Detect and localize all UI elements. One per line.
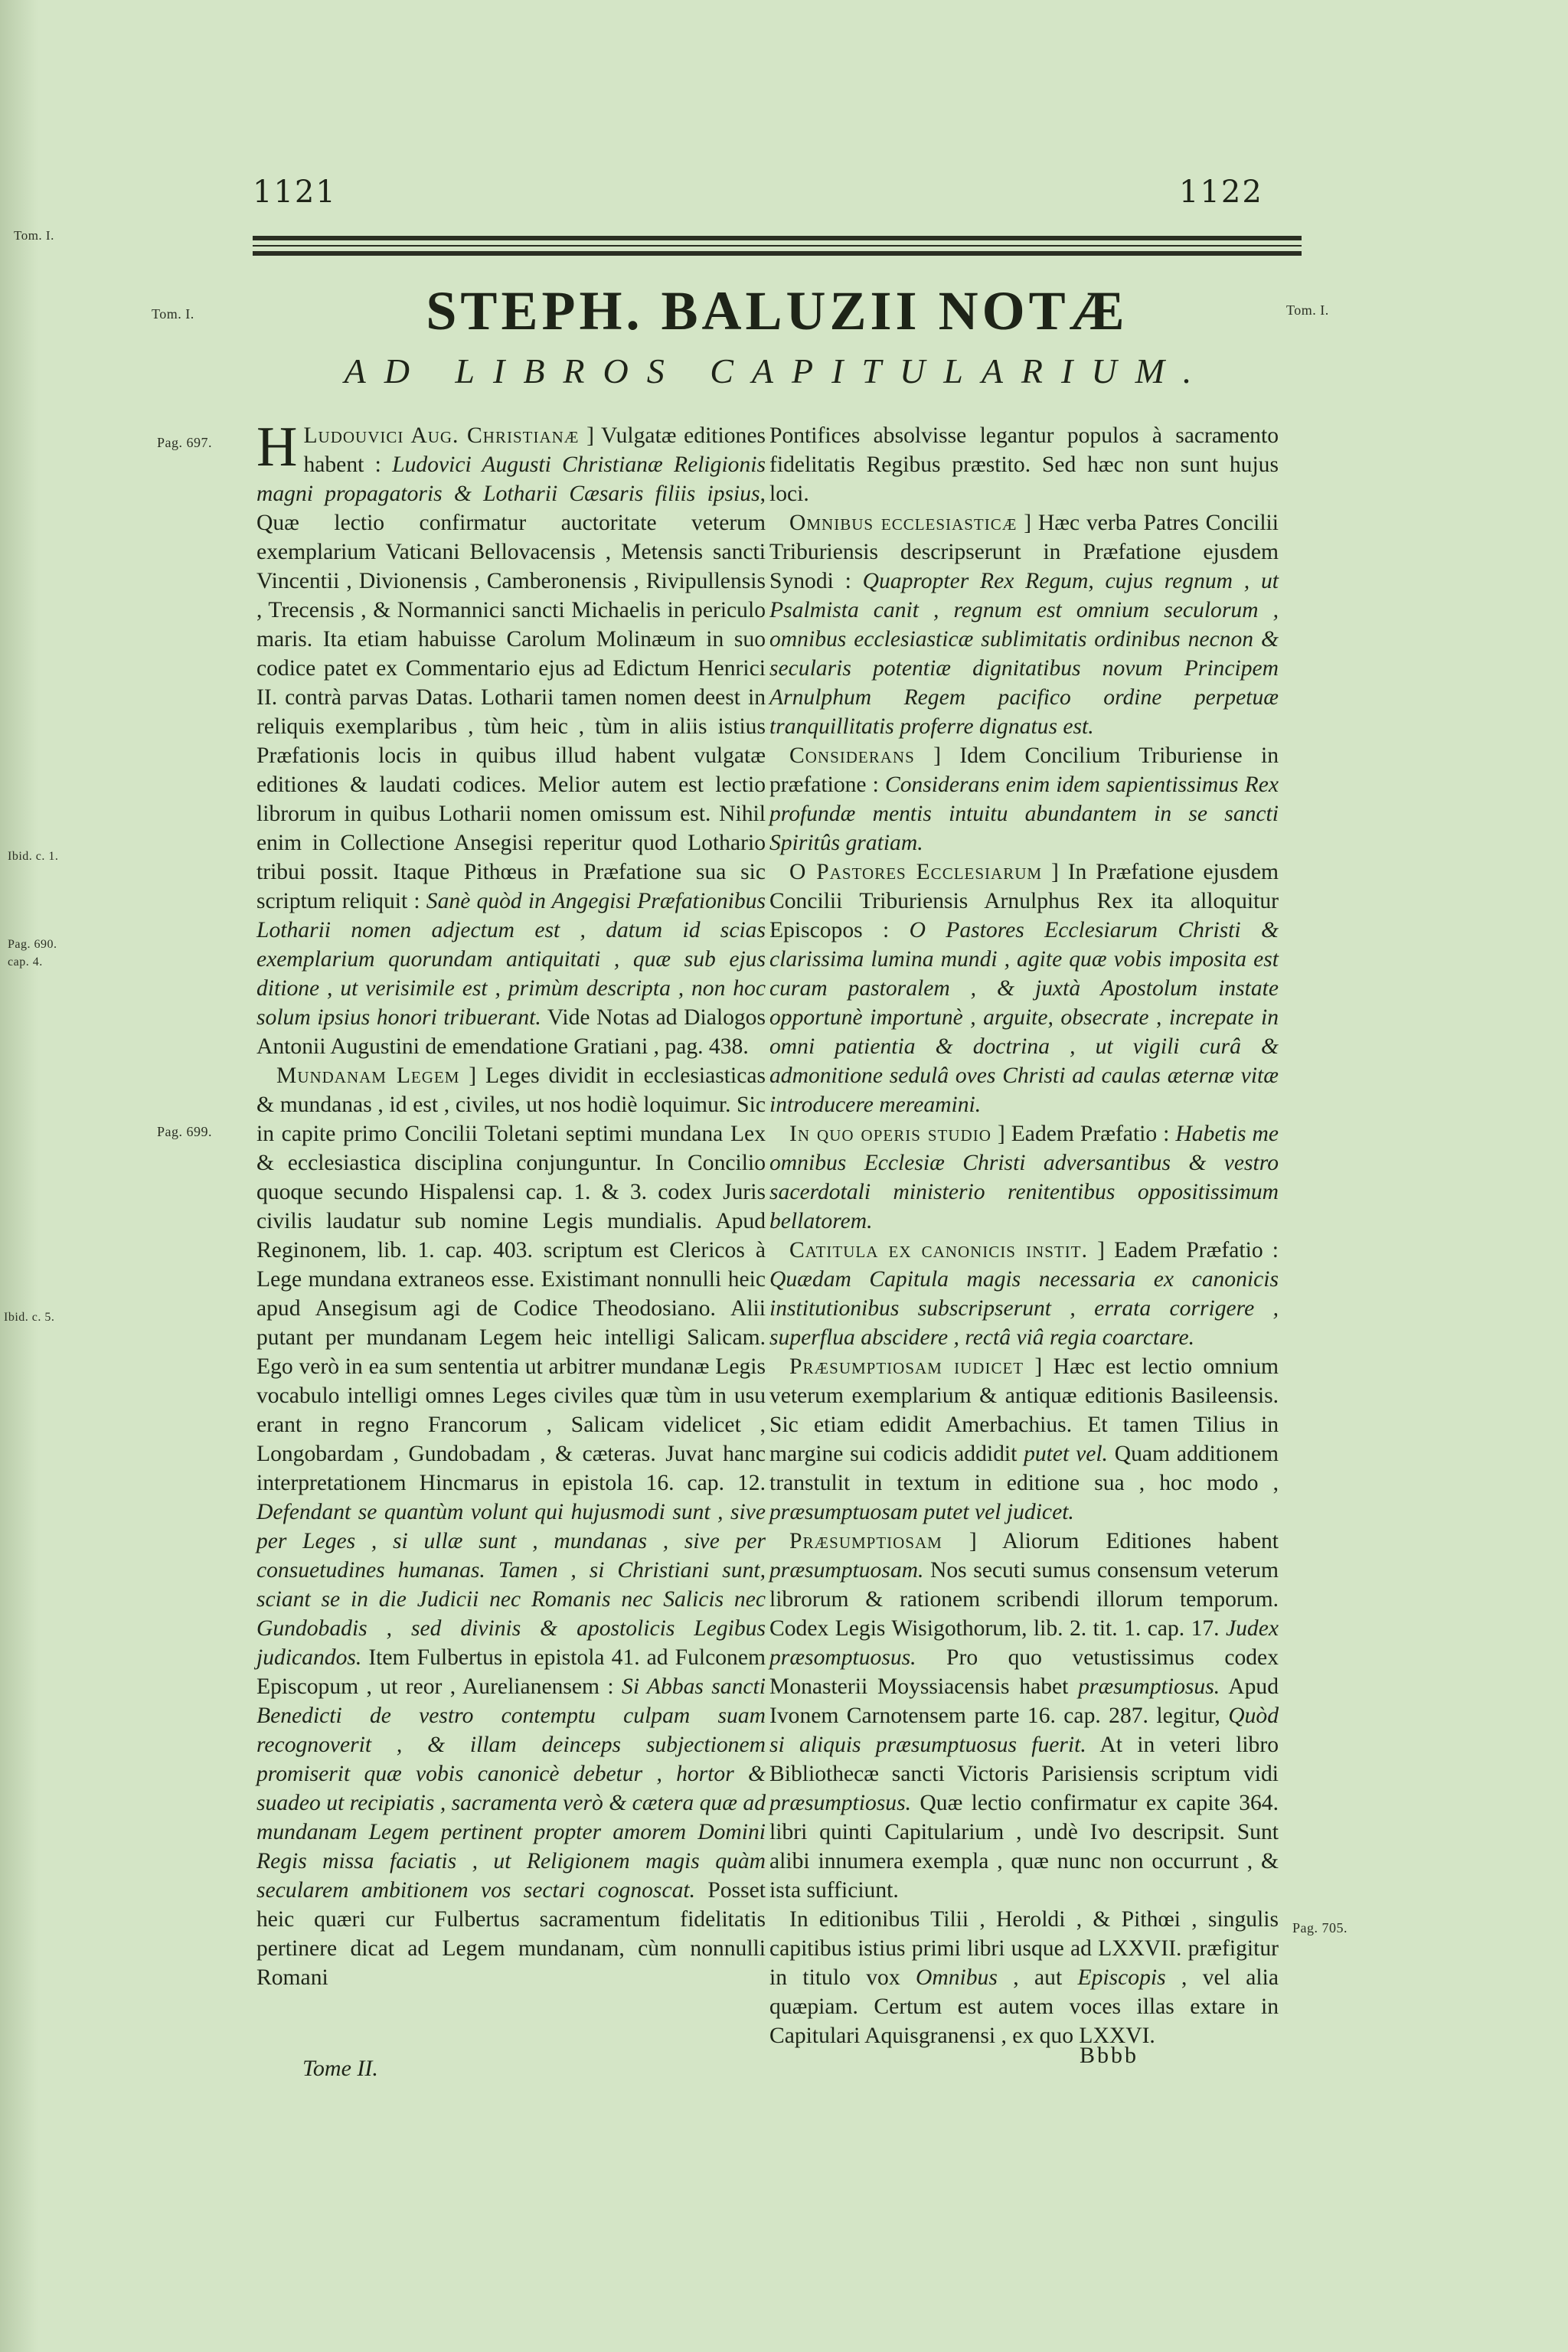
note-capitula: Catitula ex canonicis instit. ] Eadem Præfatio : Quædam Capitula magis necessaria ex canonicis institutionibus subscripserunt , errata corrigere , superflua abscidere , rectâ viâ regia coarctare.: [769, 1238, 1279, 1350]
page-title: STEPH. BALUZII NOTÆ: [426, 280, 1129, 341]
edge-tome-note: Tom. I.: [14, 228, 54, 243]
note-o-pastores: O Pastores Ecclesiarum ] In Præfatione ejusdem Concilii Triburiensis Arnulphus Rex ita alloquitur Episcopos : O Pastores Ecclesiarum Christi & clarissima lumina mundi , agite quæ vobis imposita est curam pastoralem , & juxtà Apostolum instate opportunè importunè , arguite, obsecrate , increpate in omni patientia & doctrina , ut vigili curâ & admonitione sedulâ oves Christi ad caulas æternæ vitæ introducere mereamini.: [769, 860, 1279, 1117]
header-rule-bottom: [253, 251, 1302, 256]
note-ludovici: H Ludouvici Aug. Christianæ ] Vulgatæ editiones habent : Ludovici Augusti Christianæ Religionis magni propagatoris & Lotharii Cæsaris filiis ipsius, Quæ lectio confirmatur auctoritate veterum exemplarium Vaticani Bellovacensis , Metensis sancti Vincentii , Divionensis , Camberonensis , Rivipullensis , Trecensis , & Normannici sancti Michaelis in periculo maris. Ita etiam habuisse Carolum Molinæum in suo codice patet ex Commentario ejus ad Edictum Henrici II. contrà parvas Datas. Lotharii tamen nomen deest in reliquis exemplaribus , tùm heic , tùm in aliis istius Præfationis locis in quibus illud habent vulgatæ editiones & laudati codices. Melior autem est lectio librorum in quibus Lotharii nomen omissum est. Nihil enim in Collectione Ansegisi reperitur quod Lothario tribui possit. Itaque Pithœus in Præfatione sua sic scriptum reliquit : Sanè quòd in Angegisi Præfationibus Lotharii nomen adjectum est , datum id scias exemplarium quorundam antiquitati , quæ sub ejus ditione , ut verisimile est , primùm descripta , non hoc solum ipsius honori tribuerant. Vide Notas ad Dialogos Antonii Augustini de emendatione Gratiani , pag. 438.: [256, 416, 766, 1059]
page-subtitle: AD LIBROS CAPITULARIUM.: [344, 351, 1210, 390]
note-in-quo-operis: In quo operis studio ] Eadem Præfatio : Habetis me omnibus Ecclesiæ Christi adversantibus & vestro sacerdotali ministerio renitentibus oppositissimum bellatorem.: [769, 1122, 1279, 1233]
margin-ref-pag705: Pag. 705.: [1292, 1920, 1348, 1936]
text-column-right: [769, 421, 1279, 2050]
lemma-o-pastores: O Pastores Ecclesiarum: [789, 860, 1043, 884]
lemma-omnibus: Omnibus ecclesiasticæ: [789, 511, 1018, 535]
lemma-in-quo-operis: In quo operis studio: [789, 1122, 991, 1146]
lemma-praesumptiosam-iudicet: Præsumptiosam iudicet: [789, 1354, 1024, 1379]
margin-ref-ibid-c1: Ibid. c. 1.: [8, 850, 59, 863]
footer-tome: Tome II.: [302, 2056, 378, 2081]
note-continuation: Pontifices absolvisse legantur populos à sacramento fidelitatis Regibus præstito. Sed hæc non sunt hujus loci.: [769, 423, 1279, 506]
note-mundanam-legem: Mundanam Legem ] Leges dividit in ecclesiasticas & mundanas , id est , civiles, ut nos hodiè loquimur. Sic in capite primo Concilii Toletani septimi mundana Lex & ecclesiastica disciplina conjunguntur. In Concilio quoque secundo Hispalensi cap. 1. & 3. codex Juris civilis laudatur sub nomine Legis mundialis. Apud Reginonem, lib. 1. cap. 403. scriptum est Clericos à Lege mundana extraneos esse. Existimant nonnulli heic apud Ansegisum agi de Codice Theodosiano. Alii putant per mundanam Legem heic intelligi Salicam. Ego verò in ea sum sententia ut arbitrer mundanæ Legis vocabulo intelligi omnes Leges civiles quæ tùm in usu erant in regno Francorum , Salicam videlicet , Longobardam , Gundobadam , & cæteras. Juvat hanc interpretationem Hincmarus in epistola 16. cap. 12. Defendant se quantùm volunt qui hujusmodi sunt , sive per Leges , si ullæ sunt , mundanas , sive per consuetudines humanas. Tamen , si Christiani sunt, sciant se in die Judicii nec Romanis nec Salicis nec Gundobadis , sed divinis & apostolicis Legibus judicandos. Item Fulbertus in epistola 41. ad Fulconem Episcopum , ut reor , Aurelianensem : Si Abbas sancti Benedicti de vestro contemptu culpam suam recognoverit , & illam deinceps subjectionem promiserit quæ vobis canonicè debetur , hortor & suadeo ut recipiatis , sacramenta verò & cætera quæ ad mundanam Legem pertinent propter amorem Domini Regis missa faciatis , ut Religionem magis quàm secularem ambitionem vos sectari cognoscat. Posset heic quæri cur Fulbertus sacramentum fidelitatis pertinere dicat ad Legem mundanam, cùm nonnulli Romani: [256, 1063, 766, 1990]
note-omnibus-ecclesiasticae: Omnibus ecclesiasticæ ] Hæc verba Patres Concilii Triburiensis descripserunt in Præfatione ejusdem Synodi : Quapropter Rex Regum, cujus regnum , ut Psalmista canit , regnum est omnium seculorum , omnibus ecclesiasticæ sublimitatis ordinibus necnon & secularis potentiæ dignitatibus novum Principem Arnulphum Regem pacifico ordine perpetuæ tranquillitatis proferre dignatus est.: [769, 511, 1279, 739]
text-column-left: [256, 416, 766, 1992]
lemma-capitula: Catitula ex canonicis instit.: [789, 1238, 1088, 1263]
page-gutter-shadow: [0, 0, 38, 2352]
margin-ref-pag690: Pag. 690.: [8, 938, 57, 951]
lemma-considerans: Considerans: [789, 743, 915, 768]
margin-tome-right: Tom. I.: [1286, 302, 1329, 318]
lemma-mundanam-legem: Mundanam Legem: [276, 1063, 460, 1088]
footer-signature-mark: Bbbb: [1080, 2043, 1139, 2068]
lemma-ludovici: Ludouvici Aug. Christianæ: [303, 423, 580, 448]
note-praesumptiosam-iudicet: Præsumptiosam iudicet ] Hæc est lectio omnium veterum exemplarium & antiquæ editionis Basileensis. Sic etiam edidit Amerbachius. Et tamen Tilius in margine sui codicis addidit putet vel. Quam additionem transtulit in textum in editione sua , hoc modo , præsumptuosam putet vel judicet.: [769, 1354, 1279, 1524]
margin-ref-pag699: Pag. 699.: [157, 1124, 212, 1139]
margin-ref-cap4: cap. 4.: [8, 956, 43, 969]
note-considerans: Considerans ] Idem Concilium Triburiense in præfatione : Considerans enim idem sapientissimus Rex profundæ mentis intuitu abundantem in se sancti Spiritûs gratiam.: [769, 743, 1279, 855]
margin-ref-ibid-c5: Ibid. c. 5.: [4, 1311, 55, 1324]
margin-tome-left: Tom. I.: [152, 306, 194, 322]
page-number-right: 1122: [1179, 175, 1263, 210]
note-praesumptiosam: Præsumptiosam ] Aliorum Editiones habent præsumptuosam. Nos secuti sumus consensum veterum librorum & rationem scribendi illorum temporum. Codex Legis Wisigothorum, lib. 2. tit. 1. cap. 17. Judex præsomptuosus. Pro quo vetustissimus codex Monasterii Moyssiacensis habet præsumptiosus. Apud Ivonem Carnotensem parte 16. cap. 287. legitur, Quòd si aliquis præsumptuosus fuerit. At in veteri libro Bibliothecæ sancti Victoris Parisiensis scriptum vidi præsumptiosus. Quæ lectio confirmatur ex capite 364. libri quinti Capitularium , undè Ivo descripsit. Sunt alibi innumera exempla , quæ nunc non occurrunt , & ista sufficiunt.: [769, 1529, 1279, 1903]
margin-ref-pag697: Pag. 697.: [157, 435, 212, 450]
header-rule-top: [253, 236, 1302, 240]
note-in-editionibus: In editionibus Tilii , Heroldi , & Pithœi , singulis capitibus istius primi libri usque ad LXXVII. præfigitur in titulo vox Omnibus , aut Episcopis , vel alia quæpiam. Certum est autem voces illas extare in Capitulari Aquisgranensi , ex quo LXXVI.: [769, 1907, 1279, 2048]
header-rule-middle: [253, 245, 1302, 247]
drop-cap-initial: H: [256, 416, 298, 479]
page-number-left: 1121: [253, 175, 337, 210]
lemma-praesumptiosam: Præsumptiosam: [789, 1529, 942, 1553]
